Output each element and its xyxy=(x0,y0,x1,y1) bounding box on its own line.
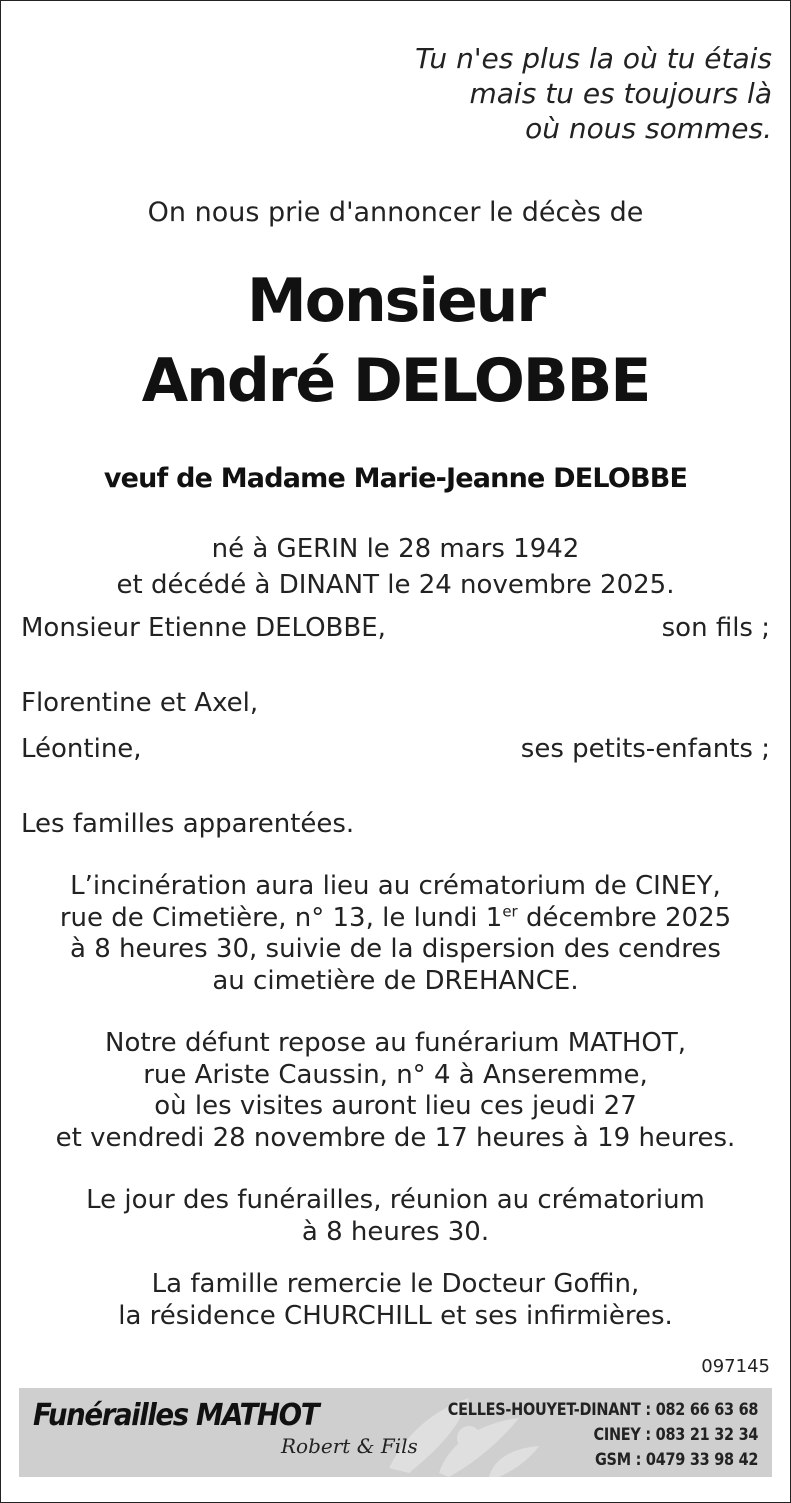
birth-death-dates xyxy=(1,531,790,603)
funeral-home-subname: Robert & Fils xyxy=(281,1434,418,1458)
deceased-title: Monsieur xyxy=(247,266,544,336)
son-relation: son fils ; xyxy=(661,613,770,643)
grandchildren-names: Léontine, xyxy=(21,734,142,764)
family-row-grandchildren-1 xyxy=(21,688,770,718)
deceased-name: André DELOBBE xyxy=(141,346,650,416)
contact-phone: GSM : 0479 33 98 42 xyxy=(594,1450,758,1470)
meeting-paragraph xyxy=(15,1185,776,1248)
family-row-grandchildren-2 xyxy=(21,734,770,764)
thanks-paragraph xyxy=(15,1269,776,1332)
visitation-line: et vendredi 28 novembre de 17 heures à 19 heures. xyxy=(55,1122,736,1153)
deceased-name-block xyxy=(1,261,790,421)
cremation-line: au cimetière de DREHANCE. xyxy=(212,965,579,996)
cremation-line: à 8 heures 30, suivie de la dispersion des cendres xyxy=(70,934,721,964)
cremation-paragraph xyxy=(15,871,776,997)
funeral-home-name: Funérailles MATHOT xyxy=(33,1398,319,1433)
death-line: et décédé à DINANT le 24 novembre 2025. xyxy=(116,570,675,600)
announcement-intro: On nous prie d'annoncer le décès de xyxy=(147,197,644,228)
birth-line: né à GERIN le 28 mars 1942 xyxy=(211,534,580,564)
contact-phone: CINEY : 083 21 32 34 xyxy=(593,1425,758,1445)
thanks-line: la résidence CHURCHILL et ses infirmières. xyxy=(118,1300,673,1331)
family-row-son xyxy=(21,613,770,643)
family-row-relatives xyxy=(21,809,770,839)
grandchildren-relation: ses petits-enfants ; xyxy=(520,734,770,764)
cremation-line: rue de Cimetière, n° 13, le lundi 1er décembre 2025 xyxy=(59,901,732,933)
meeting-line: à 8 heures 30. xyxy=(301,1216,490,1247)
contact-list xyxy=(393,1398,758,1473)
meeting-line: Le jour des funérailles, réunion au crématorium xyxy=(86,1185,705,1215)
visitation-line: où les visites auront lieu ces jeudi 27 xyxy=(154,1091,637,1121)
son-name: Monsieur Etienne DELOBBE, xyxy=(21,613,386,643)
memorial-quote xyxy=(172,41,772,146)
ordinal-suffix: er xyxy=(502,901,518,920)
contact-phone: CELLES-HOUYET-DINANT : 082 66 63 68 xyxy=(447,1400,758,1420)
visitation-paragraph xyxy=(15,1028,776,1154)
widow-of: veuf de Madame Marie-Jeanne DELOBBE xyxy=(103,463,688,494)
visitation-line: Notre défunt repose au funérarium MATHOT, xyxy=(105,1028,686,1058)
relatives-line: Les familles apparentées. xyxy=(21,809,355,839)
cremation-line: L’incinération aura lieu au crématorium de CINEY, xyxy=(70,871,721,901)
quote-line: mais tu es toujours là xyxy=(469,77,772,110)
funeral-home-banner xyxy=(19,1388,772,1477)
thanks-line: La famille remercie le Docteur Goffin, xyxy=(151,1269,640,1299)
visitation-line: rue Ariste Caussin, n° 4 à Anseremme, xyxy=(143,1059,648,1090)
grandchildren-names: Florentine et Axel, xyxy=(21,688,259,718)
quote-line: Tu n'es plus la où tu étais xyxy=(415,42,772,75)
reference-number: 097145 xyxy=(701,1356,770,1377)
quote-line: où nous sommes. xyxy=(525,112,772,145)
